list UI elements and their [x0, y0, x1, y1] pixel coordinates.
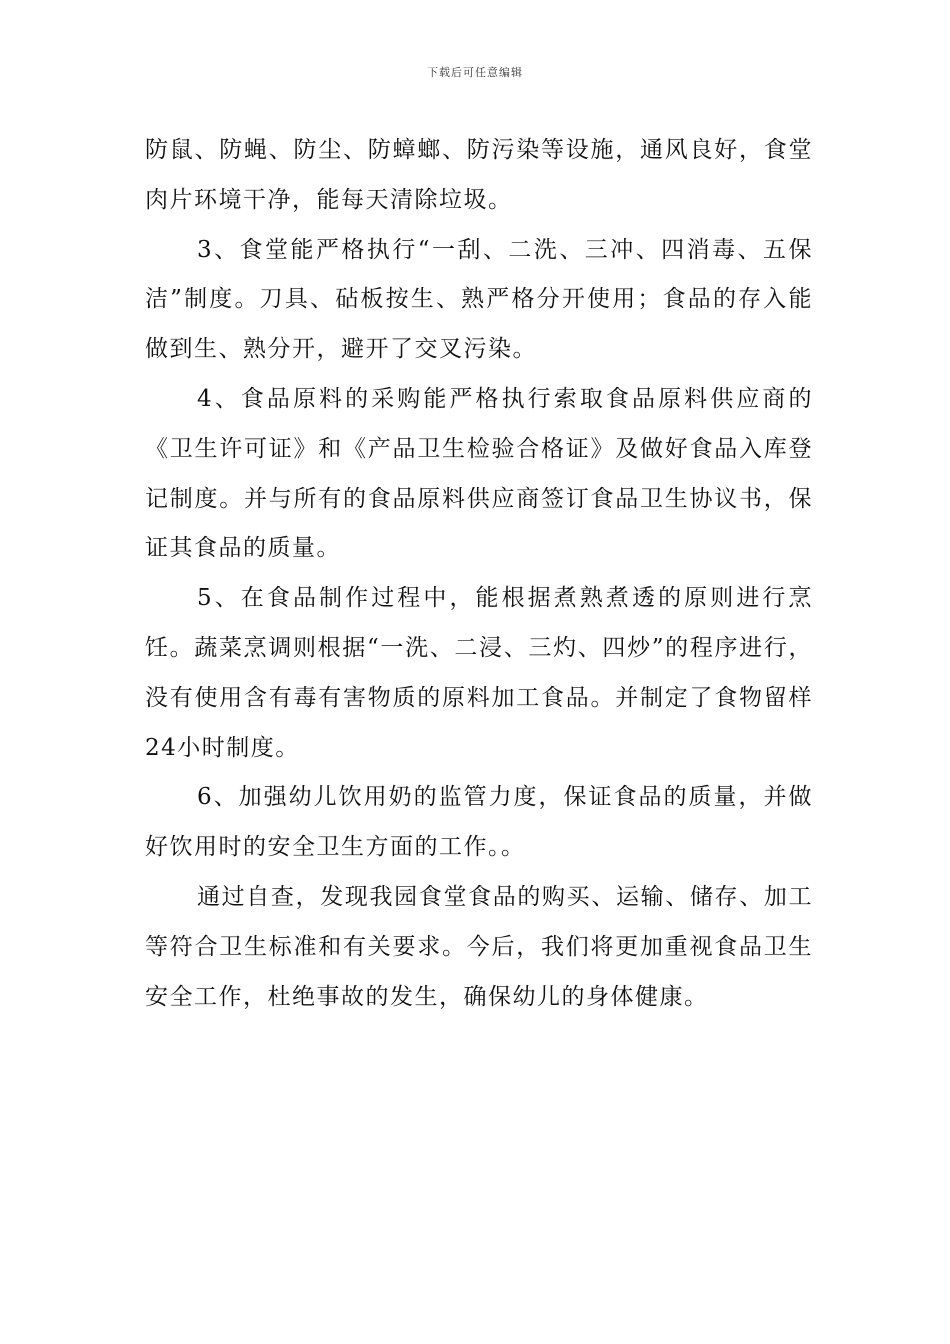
paragraph-item-4: 4、食品原料的采购能严格执行索取食品原料供应商的《卫生许可证》和《产品卫生检验合格证》及做好食品入库登记制度。并与所有的食品原料供应商签订食品卫生协议书，保证其食品的质量。 — [145, 385, 813, 562]
paragraph-item-5: 5、在食品制作过程中，能根据煮熟煮透的原则进行烹饪。蔬菜烹调则根据“一洗、二浸、三灼、四炒”的程序进行，没有使用含有毒有害物质的原料加工食品。并制定了食物留样24小时制度。 — [145, 585, 813, 761]
paragraph-continuation: 防鼠、防蝇、防尘、防蟑螂、防污染等设施，通风良好，食堂肉片环境干净，能每天清除垃圾。 — [145, 137, 813, 213]
page-header: 下载后可任意编辑 — [427, 66, 523, 79]
paragraph-item-6: 6、加强幼儿饮用奶的监管力度，保证食品的质量，并做好饮用时的安全卫生方面的工作。。 — [145, 784, 813, 861]
document-body — [145, 126, 813, 1022]
paragraph-item-3: 3、食堂能严格执行“一刮、二洗、三冲、四消毒、五保洁”制度。刀具、砧板按生、熟严格分开使用；食品的存入能做到生、熟分开，避开了交叉污染。 — [145, 236, 813, 363]
paragraph-conclusion: 通过自查，发现我园食堂食品的购买、运输、储存、加工等符合卫生标准和有关要求。今后，我们将更加重视食品卫生安全工作，杜绝事故的发生，确保幼儿的身体健康。 — [145, 883, 813, 1010]
